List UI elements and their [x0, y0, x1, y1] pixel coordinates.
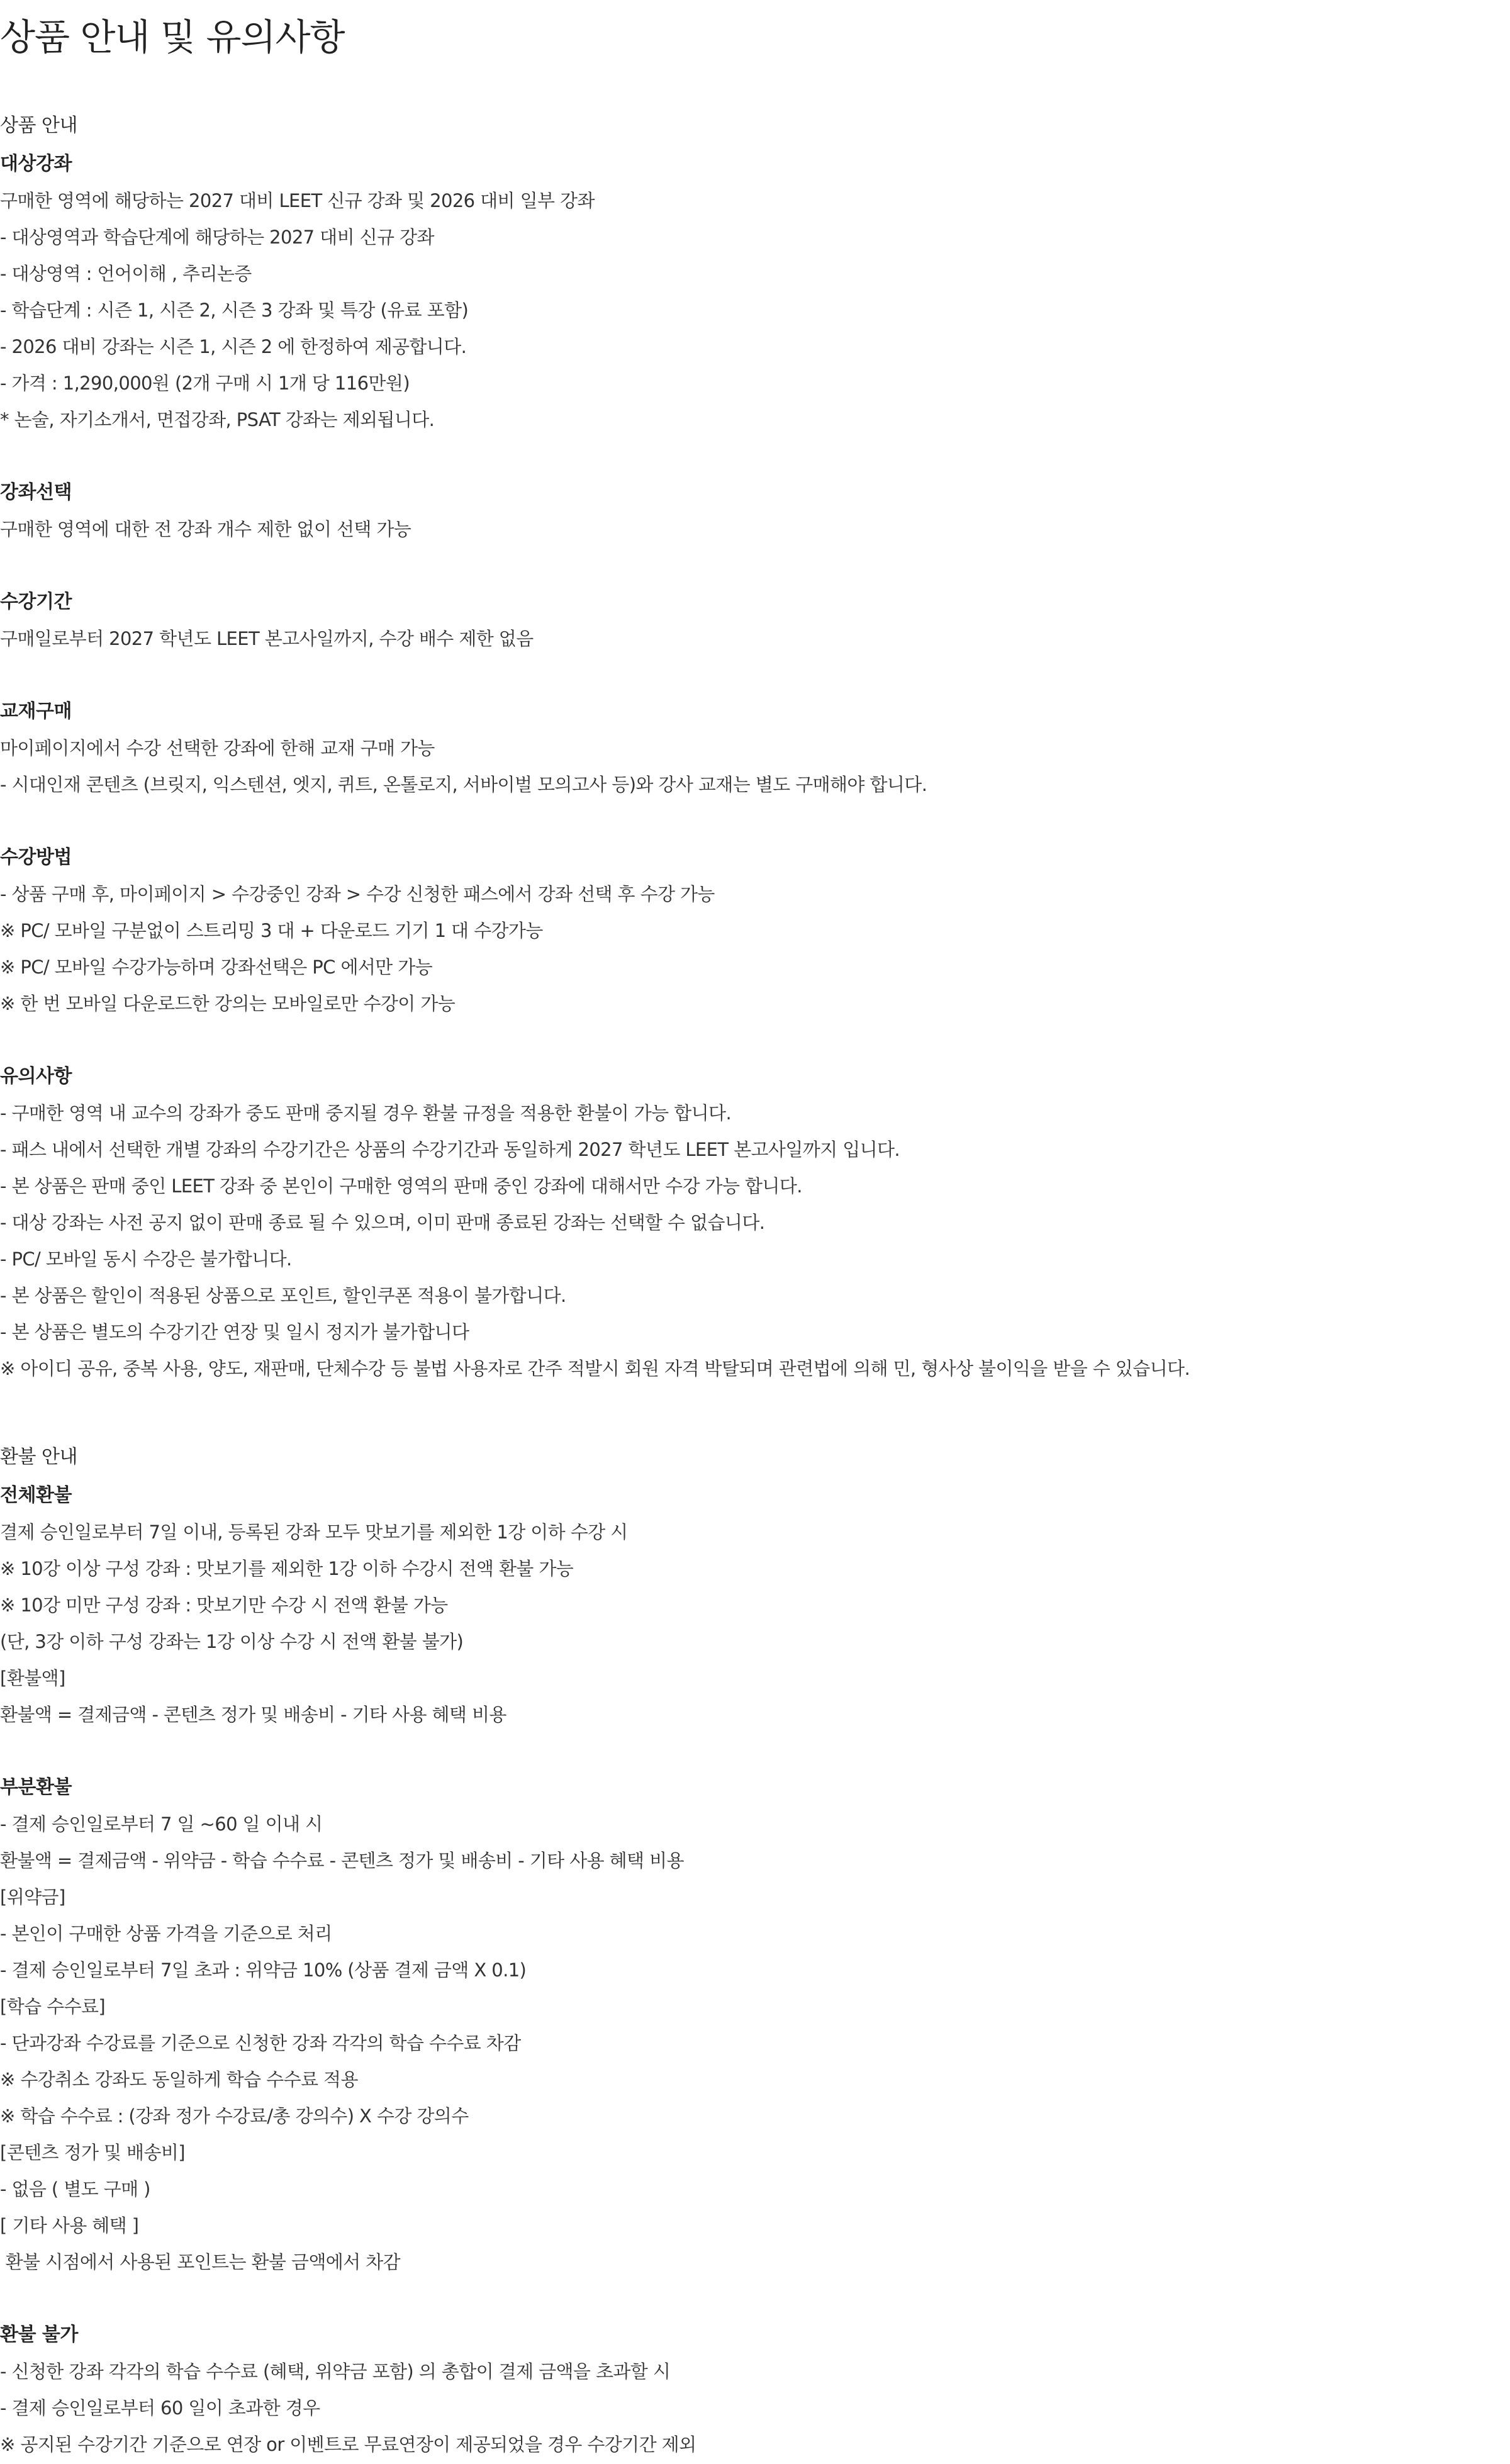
page-title: 상품 안내 및 유의사항 — [0, 16, 345, 59]
partial-refund-line: [콘텐츠 정가 및 배송비] — [0, 2142, 186, 2163]
notice-line: - 본 상품은 할인이 적용된 상품으로 포인트, 할인쿠폰 적용이 불가합니다. — [0, 1285, 566, 1306]
course-period-line: 구매일로부터 2027 학년도 LEET 본고사일까지, 수강 배수 제한 없음 — [0, 628, 534, 649]
partial-refund-line: - 본인이 구매한 상품 가격을 기준으로 처리 — [0, 1923, 332, 1944]
partial-refund-line: ※ 수강취소 강좌도 동일하게 학습 수수료 적용 — [0, 2069, 358, 2090]
notice-line: - 본 상품은 별도의 수강기간 연장 및 일시 정지가 불가합니다 — [0, 1321, 469, 1343]
product-info-section-title: 상품 안내 — [0, 115, 77, 137]
price-line: - 가격 : 1,290,000원 (2개 구매 시 1개 당 116만원) — [0, 372, 410, 394]
partial-refund-line: [ 기타 사용 혜택 ] — [0, 2215, 139, 2236]
target-courses-block — [0, 146, 1510, 438]
textbook-purchase-line: 마이페이지에서 수강 선택한 강좌에 한해 교재 구매 가능 — [0, 737, 435, 759]
course-period-heading: 수강기간 — [0, 591, 72, 613]
partial-refund-line: 환불 시점에서 사용된 포인트는 환불 금액에서 차감 — [0, 2251, 401, 2273]
course-selection-heading: 강좌선택 — [0, 481, 72, 503]
target-courses-line: - 2026 대비 강좌는 시즌 1, 시즌 2 에 한정하여 제공합니다. — [0, 336, 467, 357]
course-selection-block — [0, 474, 1510, 547]
study-method-block — [0, 839, 1510, 1022]
target-courses-line: 구매한 영역에 해당하는 2027 대비 LEET 신규 강좌 및 2026 대비 일부 강좌 — [0, 190, 595, 211]
target-courses-line: - 대상영역 : 언어이해 , 추리논증 — [0, 263, 252, 284]
notice-line: - 패스 내에서 선택한 개별 강좌의 수강기간은 상품의 수강기간과 동일하게 2027 학년도 LEET 본고사일까지 입니다. — [0, 1139, 900, 1160]
partial-refund-line: - 없음 ( 별도 구매 ) — [0, 2178, 150, 2200]
partial-refund-line: - 단과강좌 수강료를 기준으로 신청한 강좌 각각의 학습 수수료 차감 — [0, 2032, 521, 2054]
no-refund-line: ※ 공지된 수강기간 기준으로 연장 or 이벤트로 무료연장이 제공되었을 경우 수강기간 제외 — [0, 2434, 696, 2455]
textbook-purchase-line: - 시대인재 콘텐츠 (브릿지, 익스텐션, 엣지, 퀴트, 온톨로지, 서바이벌 모의고사 등)와 강사 교재는 별도 구매해야 합니다. — [0, 774, 927, 795]
full-refund-line: (단, 3강 이하 구성 강좌는 1강 이상 수강 시 전액 환불 불가) — [0, 1631, 464, 1652]
partial-refund-line: - 결제 승인일로부터 7일 초과 : 위약금 10% (상품 결제 금액 X 0.1) — [0, 1959, 527, 1981]
full-refund-heading: 전체환불 — [0, 1484, 72, 1506]
course-period-block — [0, 584, 1510, 657]
partial-refund-line: 환불액 = 결제금액 - 위약금 - 학습 수수료 - 콘텐츠 정가 및 배송비 - 기타 사용 혜택 비용 — [0, 1850, 684, 1871]
partial-refund-block — [0, 1769, 1510, 2280]
partial-refund-line: ※ 학습 수수료 : (강좌 정가 수강료/총 강의수) X 수강 강의수 — [0, 2105, 469, 2127]
notice-heading: 유의사항 — [0, 1065, 72, 1087]
excluded-courses-note: * 논술, 자기소개서, 면접강좌, PSAT 강좌는 제외됩니다. — [0, 409, 435, 430]
study-method-line: ※ PC/ 모바일 구분없이 스트리밍 3 대 + 다운로드 기기 1 대 수강가능 — [0, 920, 543, 941]
study-method-heading: 수강방법 — [0, 846, 72, 868]
notice-line: ※ 아이디 공유, 중복 사용, 양도, 재판매, 단체수강 등 불법 사용자로 간주 적발시 회원 자격 박탈되며 관련법에 의해 민, 형사상 불이익을 받을 수 있습니다. — [0, 1358, 1190, 1379]
study-method-line: - 상품 구매 후, 마이페이지 > 수강중인 강좌 > 수강 신청한 패스에서 강좌 선택 후 수강 가능 — [0, 883, 715, 905]
no-refund-line: - 결제 승인일로부터 60 일이 초과한 경우 — [0, 2397, 320, 2419]
notice-line: - PC/ 모바일 동시 수강은 불가합니다. — [0, 1248, 292, 1270]
partial-refund-line: [학습 수수료] — [0, 1996, 106, 2017]
full-refund-line: [환불액] — [0, 1667, 65, 1689]
notice-line: - 대상 강좌는 사전 공지 없이 판매 종료 될 수 있으며, 이미 판매 종료된 강좌는 선택할 수 없습니다. — [0, 1212, 765, 1233]
notice-line: - 본 상품은 판매 중인 LEET 강좌 중 본인이 구매한 영역의 판매 중인 강좌에 대해서만 수강 가능 합니다. — [0, 1175, 802, 1197]
partial-refund-line: - 결제 승인일로부터 7 일 ~60 일 이내 시 — [0, 1813, 323, 1835]
textbook-purchase-block — [0, 693, 1510, 803]
no-refund-block — [0, 2317, 1510, 2463]
full-refund-block — [0, 1477, 1510, 1733]
full-refund-line: 결제 승인일로부터 7일 이내, 등록된 강좌 모두 맛보기를 제외한 1강 이하 수강 시 — [0, 1521, 628, 1543]
target-courses-heading: 대상강좌 — [0, 153, 72, 175]
full-refund-line: ※ 10강 이상 구성 강좌 : 맛보기를 제외한 1강 이하 수강시 전액 환불 가능 — [0, 1558, 574, 1579]
full-refund-line: 환불액 = 결제금액 - 콘텐츠 정가 및 배송비 - 기타 사용 혜택 비용 — [0, 1704, 506, 1725]
full-refund-line: ※ 10강 미만 구성 강좌 : 맛보기만 수강 시 전액 환불 가능 — [0, 1594, 448, 1616]
target-courses-line: - 대상영역과 학습단계에 해당하는 2027 대비 신규 강좌 — [0, 227, 434, 248]
notice-line: - 구매한 영역 내 교수의 강좌가 중도 판매 중지될 경우 환불 규정을 적용한 환불이 가능 합니다. — [0, 1102, 732, 1124]
refund-info-section-title: 환불 안내 — [0, 1446, 77, 1468]
no-refund-line: - 신청한 강좌 각각의 학습 수수료 (혜택, 위약금 포함) 의 총합이 결제 금액을 초과할 시 — [0, 2361, 671, 2382]
partial-refund-heading: 부분환불 — [0, 1776, 72, 1798]
study-method-line: ※ PC/ 모바일 수강가능하며 강좌선택은 PC 에서만 가능 — [0, 956, 433, 978]
target-courses-line: - 학습단계 : 시즌 1, 시즌 2, 시즌 3 강좌 및 특강 (유료 포함) — [0, 300, 469, 321]
notice-block — [0, 1058, 1510, 1387]
partial-refund-line: [위약금] — [0, 1886, 65, 1908]
study-method-line: ※ 한 번 모바일 다운로드한 강의는 모바일로만 수강이 가능 — [0, 993, 456, 1014]
textbook-purchase-heading: 교재구매 — [0, 700, 72, 722]
no-refund-heading: 환불 불가 — [0, 2324, 78, 2346]
course-selection-line: 구매한 영역에 대한 전 강좌 개수 제한 없이 선택 가능 — [0, 518, 411, 540]
